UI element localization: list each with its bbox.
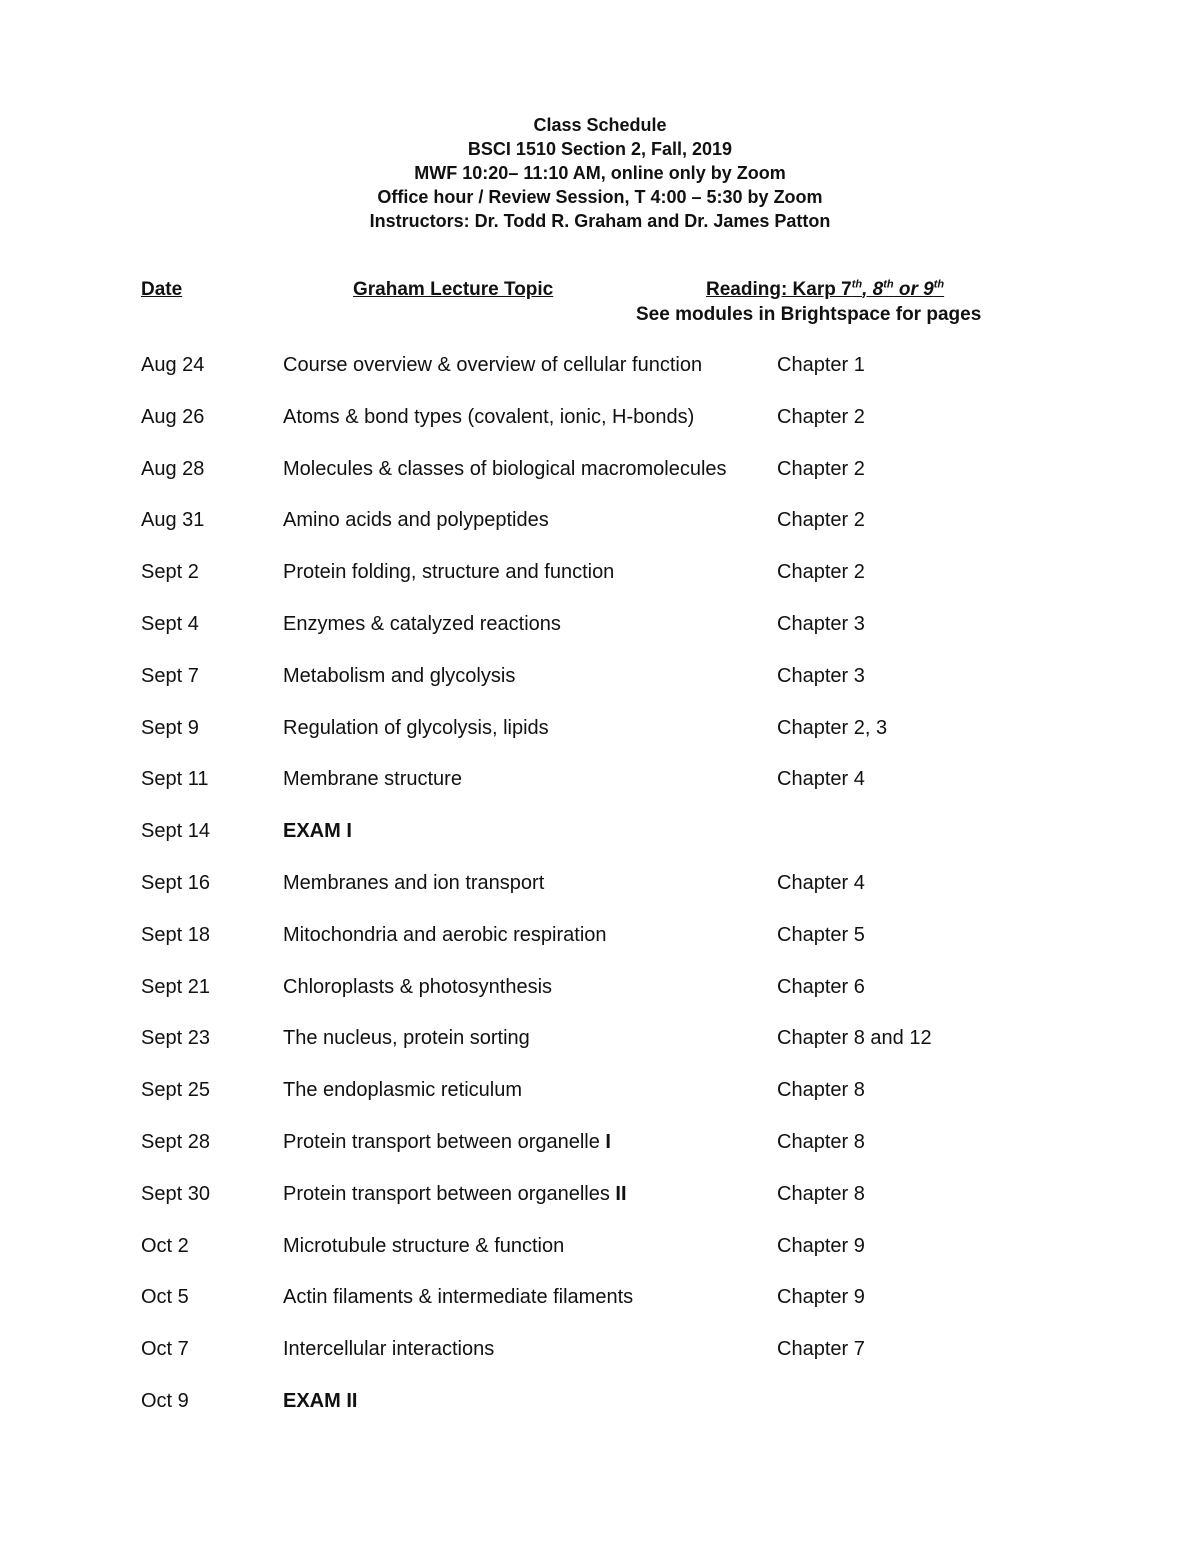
row-topic <box>283 663 515 689</box>
row-date: Sept 23 <box>141 1027 210 1050</box>
row-date: Aug 26 <box>141 405 205 428</box>
row-reading: Chapter 8 and 12 <box>777 1027 932 1050</box>
row-topic <box>283 352 702 378</box>
table-row <box>0 1129 1200 1181</box>
row-date: Oct 2 <box>141 1234 189 1257</box>
row-topic <box>283 1129 611 1155</box>
row-topic-text: Atoms & bond types (covalent, ionic, H-bonds) <box>283 405 695 428</box>
row-topic-part-number: I <box>599 1130 611 1153</box>
column-header-date: Date <box>141 279 183 300</box>
table-row <box>0 611 1200 663</box>
row-topic-text: Membranes and ion transport <box>283 871 545 894</box>
instructors-line: Instructors: Dr. Todd R. Graham and Dr. James Patton <box>369 211 831 231</box>
table-row <box>0 715 1200 767</box>
reading-header-prefix: Reading: Karp 7 <box>706 279 852 300</box>
table-row <box>0 974 1200 1026</box>
row-topic <box>283 1284 633 1310</box>
row-topic <box>283 404 694 430</box>
row-topic-text: Intercellular interactions <box>283 1338 495 1361</box>
reading-header-mid1: , 8 <box>862 279 884 300</box>
row-date: Sept 16 <box>141 871 210 894</box>
table-row <box>0 1025 1200 1077</box>
row-date: Aug 24 <box>141 354 205 376</box>
row-date: Aug 28 <box>141 457 205 480</box>
row-date: Aug 31 <box>141 509 205 532</box>
row-date: Sept 18 <box>141 923 210 946</box>
table-row <box>0 559 1200 611</box>
row-topic-text: EXAM I <box>283 820 352 843</box>
row-topic <box>283 559 614 585</box>
table-row <box>0 456 1200 508</box>
row-reading: Chapter 7 <box>777 1338 865 1361</box>
row-date: Sept 2 <box>141 561 199 584</box>
row-reading: Chapter 8 <box>777 1079 865 1102</box>
table-row <box>0 404 1200 456</box>
row-date: Oct 5 <box>141 1286 189 1309</box>
row-topic-text: Metabolism and glycolysis <box>283 664 516 687</box>
office-hour-line: Office hour / Review Session, T 4:00 – 5:30 by Zoom <box>377 187 823 207</box>
row-reading: Chapter 6 <box>777 975 865 998</box>
row-topic <box>283 818 352 844</box>
row-topic-text: EXAM II <box>283 1389 358 1412</box>
row-date: Sept 11 <box>141 768 209 791</box>
row-topic-text: Enzymes & catalyzed reactions <box>283 612 561 635</box>
table-row <box>0 352 1200 404</box>
table-row <box>0 870 1200 922</box>
row-topic-text: Course overview & overview of cellular function <box>283 354 703 376</box>
row-date: Oct 9 <box>141 1389 189 1412</box>
row-date: Sept 14 <box>141 820 210 843</box>
row-reading: Chapter 9 <box>777 1286 865 1309</box>
row-reading: Chapter 3 <box>777 612 865 635</box>
column-header-topic: Graham Lecture Topic <box>353 279 554 300</box>
row-topic-text: Regulation of glycolysis, lipids <box>283 716 549 739</box>
table-row <box>0 1233 1200 1285</box>
row-topic <box>283 922 607 948</box>
course-line: BSCI 1510 Section 2, Fall, 2019 <box>467 139 733 159</box>
row-topic <box>283 1336 494 1362</box>
row-topic <box>283 1025 530 1051</box>
row-date: Oct 7 <box>141 1338 189 1361</box>
page-title: Class Schedule <box>533 115 667 135</box>
row-date: Sept 30 <box>141 1182 210 1205</box>
row-reading: Chapter 2 <box>777 509 865 532</box>
row-topic <box>283 1181 627 1207</box>
schedule-header <box>0 113 1200 233</box>
row-date: Sept 25 <box>141 1079 210 1102</box>
row-topic-part-number: II <box>609 1182 627 1205</box>
row-topic <box>283 870 544 896</box>
row-topic-text: The nucleus, protein sorting <box>283 1027 530 1050</box>
row-date: Sept 4 <box>141 612 199 635</box>
table-row <box>0 1388 1200 1440</box>
row-topic <box>283 974 552 1000</box>
table-row <box>0 1336 1200 1388</box>
row-topic <box>283 507 549 533</box>
row-date: Sept 7 <box>141 664 199 687</box>
modules-note: See modules in Brightspace for pages <box>636 304 982 325</box>
row-reading: Chapter 2 <box>777 561 865 584</box>
row-topic-text: Amino acids and polypeptides <box>283 509 549 532</box>
table-row <box>0 507 1200 559</box>
row-reading: Chapter 2, 3 <box>777 716 888 739</box>
column-header-reading <box>706 278 944 302</box>
table-row <box>0 1284 1200 1336</box>
table-row <box>0 663 1200 715</box>
row-date: Sept 28 <box>141 1130 210 1153</box>
row-topic-text: Mitochondria and aerobic respiration <box>283 923 607 946</box>
row-date: Sept 9 <box>141 716 199 739</box>
reading-header-sup2: th <box>883 278 894 291</box>
table-row <box>0 922 1200 974</box>
row-reading: Chapter 2 <box>777 405 865 428</box>
row-topic-text: Membrane structure <box>283 768 462 791</box>
row-date: Sept 21 <box>141 975 210 998</box>
table-row <box>0 766 1200 818</box>
row-topic <box>283 715 549 741</box>
row-topic <box>283 1233 564 1259</box>
row-topic <box>283 1388 357 1414</box>
meeting-line: MWF 10:20– 11:10 AM, online only by Zoom <box>414 163 786 183</box>
row-reading: Chapter 1 <box>777 354 865 376</box>
row-topic-text: Microtubule structure & function <box>283 1234 565 1257</box>
table-row <box>0 1077 1200 1129</box>
reading-header-sup1: th <box>851 278 863 291</box>
row-reading: Chapter 5 <box>777 923 865 946</box>
reading-header-or: or 9 <box>893 279 934 300</box>
schedule-table <box>0 352 1200 1440</box>
row-topic-text: Actin filaments & intermediate filaments <box>283 1286 634 1309</box>
row-topic-text: Chloroplasts & photosynthesis <box>283 975 553 998</box>
table-row <box>0 1181 1200 1233</box>
row-reading: Chapter 4 <box>777 871 865 894</box>
row-reading: Chapter 4 <box>777 768 865 791</box>
row-topic <box>283 766 462 792</box>
row-reading: Chapter 8 <box>777 1130 865 1153</box>
row-topic-text: The endoplasmic reticulum <box>283 1079 522 1102</box>
table-row <box>0 818 1200 870</box>
row-topic-text: Protein folding, structure and function <box>283 561 615 584</box>
row-reading: Chapter 8 <box>777 1182 865 1205</box>
row-topic-text: Protein transport between organelles <box>283 1182 610 1205</box>
row-reading: Chapter 9 <box>777 1234 865 1257</box>
row-topic <box>283 611 561 637</box>
reading-header-sup3: th <box>933 278 945 291</box>
row-topic <box>283 456 727 482</box>
row-reading: Chapter 3 <box>777 664 865 687</box>
row-reading: Chapter 2 <box>777 457 865 480</box>
row-topic-text: Protein transport between organelle <box>283 1130 600 1153</box>
row-topic-text: Molecules & classes of biological macromolecules <box>283 457 727 480</box>
row-topic <box>283 1077 522 1103</box>
